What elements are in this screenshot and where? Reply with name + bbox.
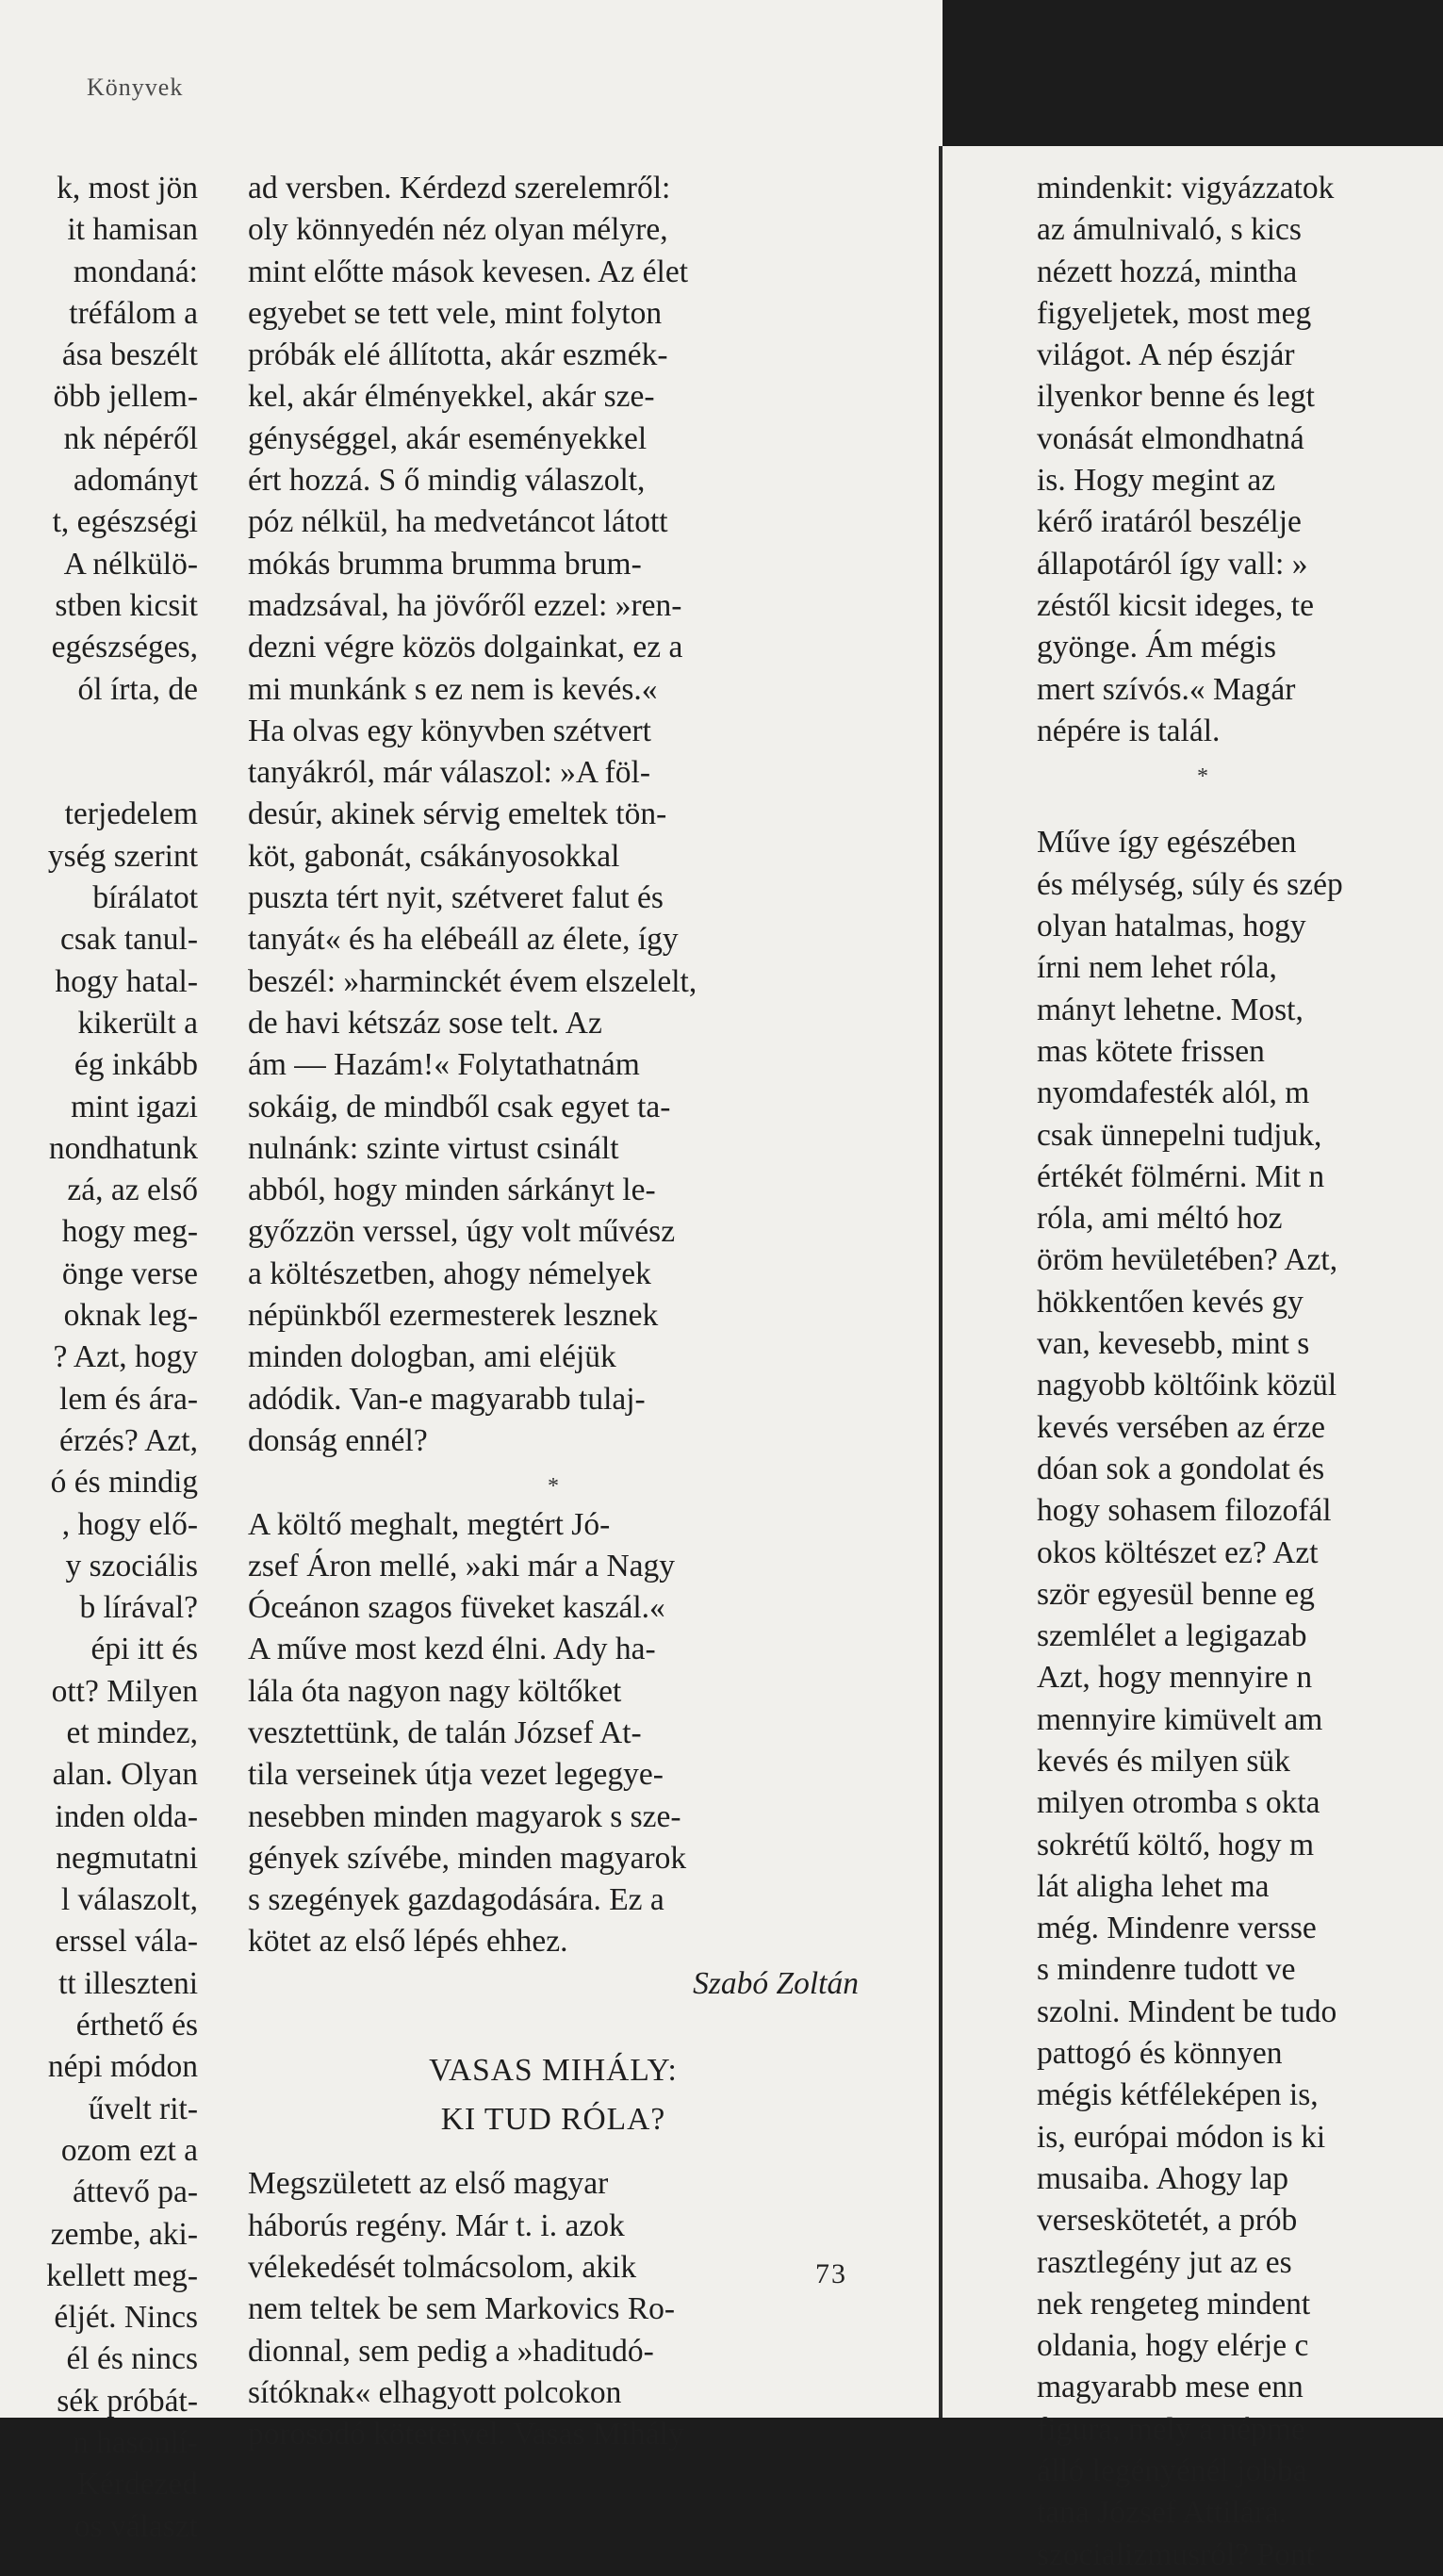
text-line: kel, akár élményekkel, akár sze- [248,379,655,415]
text-line: it hamisan [67,212,198,248]
text-line: tana József Attilára. [1037,2495,1287,2531]
text-line: ször egyesül benne eg [1037,1576,1315,1612]
text-line: nem teltek be sem Markovics Ro- [248,2291,676,2327]
text-line: mint igazi [71,1089,198,1124]
text-line: vonását elmondhatná [1037,420,1304,456]
text-line: kérő iratáról beszélje [1037,504,1302,540]
text-line: bírálatot [92,880,198,916]
text-line: sokrétű költő, hogy m [1037,1827,1315,1862]
text-line: mas kötete frissen [1037,1033,1265,1069]
paragraph-right-work [1037,822,1343,2575]
right-column-text [1037,168,1343,2576]
text-line: lát aligha lehet ma [1037,1868,1270,1904]
text-line: milyen otromba s okta [1037,1785,1320,1821]
text-line: nyomdafesték alól, m [1037,1075,1310,1111]
text-line: van, kevesebb, mint s [1037,1326,1310,1362]
text-line: hogy meg- [61,1214,198,1250]
text-line: mégis kétféleképen is, [1037,2077,1319,2113]
text-line: inden olda- [55,1798,198,1834]
text-line: verseskötetét, a prób [1037,2203,1298,2239]
text-line: mondaná: [73,254,198,289]
text-line: mint előtte mások kevesen. Az élet [248,254,689,289]
paragraph-right-top [1037,168,1343,752]
text-line: dóan sok a gondolat és [1037,1451,1325,1486]
text-line: népünkből ezermesterek lesznek [248,1298,659,1334]
text-line: sítóknak« elhagyott polcokon [248,2374,622,2410]
text-line: nek rengeteg mindent [1037,2286,1311,2322]
text-line: kevés versében az érze [1037,1409,1325,1445]
text-line: tt illeszteni [58,1965,198,2001]
section-divider-star-right: * [1197,764,1208,790]
text-line: rasztlegény jut az es [1037,2244,1292,2280]
text-line: terjedelem [64,796,198,832]
text-line: y szociális [65,1548,198,1583]
text-line: és mélység, súly és szép [1037,866,1343,902]
text-line: az ámulnivaló, s kics [1037,212,1302,248]
text-line: lála óta nagyon nagy költőket [248,1673,622,1709]
text-line [46,752,198,794]
text-line: tila verseinek útja vezet legegye- [248,1757,664,1793]
text-line: ám — Hazám!« Folytathatnám [248,1047,640,1083]
text-line: állapotáról így vall: » [1037,546,1308,582]
text-line: lem és ára- [59,1381,198,1417]
text-line: is, európai módon is ki [1037,2119,1326,2155]
text-line: egészséges, [51,630,198,665]
text-line: donság ennél? [248,1422,428,1458]
text-line: dionnal, sem pedig a »haditudó- [248,2333,654,2369]
text-line: szocializmusról? Pont [1037,2536,1315,2572]
text-line: önge verse [61,1255,198,1291]
text-line: mennyire kimüvelt am [1037,1701,1323,1737]
text-line: áttevő pa- [72,2174,198,2210]
text-line: génységgel, akár eseményekkel [248,420,648,456]
text-line: l válaszolt, [60,1882,198,1918]
text-line: Ha olvas egy könyvben szétvert [248,713,651,748]
text-line: tréfálom a [69,295,198,331]
text-line: egyebet se tett vele, mint folyton [248,295,663,331]
text-line: csak ünnepelni tudjuk, [1037,1117,1322,1153]
text-line: olyan hatalmas, hogy [1037,909,1306,944]
text-line: él és nincs [66,2341,198,2377]
text-line: népi módon [47,2049,198,2085]
review-title-author: VASAS MIHÁLY: [429,2053,678,2089]
text-line: vélekedését tolmácsolom, akik [248,2249,637,2285]
text-line: mert szívós.« Magár [1037,671,1296,707]
text-line: s szegények gazdagodására. Ez a [248,1882,664,1918]
text-line: hogy sohasem filozofál [1037,1493,1332,1529]
text-line: figyeljetek, most meg [1037,295,1312,331]
text-line: ilyenkor benne és legt [1037,379,1315,415]
text-line: próbák elé állította, akár eszmék- [248,337,668,373]
text-line: okos költészet ez? Azt [1037,1534,1319,1570]
text-line: kikerült a [77,1005,198,1041]
text-line: ása beszélt [61,337,198,373]
text-line: győzzön verssel, úgy volt művész [248,1214,676,1250]
text-line: Kérdezed [76,2467,198,2502]
text-line: kevés és milyen sük [1037,1743,1290,1779]
paragraph-poet-died [248,1504,859,1963]
text-line: tanyákról, már válaszol: »A föl- [248,755,650,791]
text-line: abból, hogy minden sárkányt le- [248,1173,656,1208]
text-line: Műve így egészében [1037,825,1297,861]
text-line: gyönge. Ám mégis [1037,630,1277,665]
text-line: is. Hogy megint az [1037,463,1276,499]
text-line: os választ [74,2508,198,2544]
text-line: háborús regény. Már t. i. azok [248,2207,625,2243]
text-line: ozom ezt a [60,2132,198,2168]
paragraph-war-novel [248,2163,859,2455]
text-line: mi munkánk s ez nem is kevés.« [248,671,658,707]
text-line: róla, ami méltó hoz [1037,1201,1283,1237]
paragraph-verse-answers [248,168,859,1462]
text-line: hökkentően kevés gy [1037,1284,1304,1320]
text-line: erssel vála- [55,1924,198,1960]
text-line: porosodó köteteivel. Vasas Mihály [248,2417,684,2453]
text-line: öröm hevületében? Azt, [1037,1242,1338,1278]
text-line: n hasonlí- [72,2425,198,2461]
text-line: épi itt és [90,1632,198,1667]
left-column-text [46,168,198,2548]
text-line: nesebben minden magyarok s sze- [248,1798,681,1834]
text-line: ért hozzá. S ő mindig válaszolt, [248,463,646,499]
text-line: sék próbát- [57,2383,198,2419]
text-line: köt, gabonát, csákányosokkal [248,838,620,874]
text-line: oldania, hogy elérje c [1037,2328,1309,2364]
text-line: öbb jellem- [53,379,198,415]
text-line: érzés? Azt, [59,1422,198,1458]
text-line: A költő meghalt, megtért Jó- [248,1506,611,1542]
running-head: Könyvek [87,74,184,101]
text-line [46,711,198,752]
text-line: adományt [73,463,198,499]
text-line: A nélkülö- [63,546,198,582]
section-divider-star: * [548,1474,559,1500]
text-line: mókás brumma brumma brum- [248,546,642,582]
text-line: ó és mindig [50,1465,198,1501]
text-line: madzsával, ha jövőről ezzel: »ren- [248,587,682,623]
text-line: dezni végre közös dolgainkat, ez a [248,630,683,665]
text-line: beszél: »harminckét évem elszelelt, [248,963,697,999]
text-line: ? Azt, hogy [53,1339,198,1375]
text-line: nk népéről [63,420,198,456]
text-line: a költészetben, ahogy némelyek [248,1255,651,1291]
text-line: b lírával? [79,1590,198,1626]
text-line: póz nélkül, ha medvetáncot látott [248,504,668,540]
text-line: hogy hatal- [55,963,198,999]
text-line: írni nem lehet róla, [1037,950,1277,986]
text-line: , hogy elő- [61,1506,198,1542]
middle-column-text [248,168,859,2455]
text-line: éljét. Nincs [54,2300,198,2336]
text-line: s mindenre tudott ve [1037,1952,1296,1988]
text-line: adódik. Van-e magyarabb tulaj- [248,1381,646,1417]
text-line: alan. Olyan [52,1757,198,1793]
text-line: ad versben. Kérdezd szerelemről: [248,171,671,205]
text-line: Megszületett az első magyar [248,2166,609,2202]
text-line: ég inkább [74,1047,198,1083]
text-line: musaiba. Ahogy lap [1037,2160,1289,2196]
text-line: álló legényénél jobba [1037,2453,1307,2489]
text-line: et mindez, [66,1715,198,1750]
text-line: még. Mindenre versse [1037,1911,1317,1946]
text-line: magyarabb mese enn [1037,2370,1304,2405]
text-line: minden dologban, ami eléjük [248,1339,616,1375]
text-line: szolni. Mindent be tudo [1037,1994,1337,2029]
text-line: érthető és [75,2008,198,2043]
text-line: zéstől kicsit ideges, te [1037,587,1314,623]
text-line: t, egészségi [52,504,198,540]
text-line: szemlélet a legigazab [1037,1618,1307,1654]
text-line: kötet az első lépés ehhez. [248,1924,568,1960]
text-line: világot. A nép észjár [1037,337,1295,373]
text-line: zá, az első [67,1173,198,1208]
review-title-book: KI TUD RÓLA? [440,2102,666,2138]
text-line: figura, mely a népme [1037,2411,1305,2447]
text-line: űvelt rit- [88,2091,198,2126]
text-line: értékét fölmérni. Mit n [1037,1158,1325,1194]
text-line: stben kicsit [55,587,198,623]
text-line: ól írta, de [77,671,198,707]
text-line: nagyobb költőink közül [1037,1368,1337,1403]
text-line: k, most jön [57,171,198,205]
text-line: tanyát« és ha elébeáll az élete, így [248,922,679,958]
text-line: sokáig, de mindből csak egyet ta- [248,1089,671,1124]
text-line: pattogó és könnyen [1037,2036,1283,2072]
text-line: Óceánon szagos füveket kaszál.« [248,1590,665,1626]
author-signature: Szabó Zoltán [693,1965,859,2001]
text-line: A műve most kezd élni. Ady ha- [248,1632,656,1667]
text-line: Azt, hogy mennyire n [1037,1660,1313,1696]
text-line: ott? Milyen [51,1673,198,1709]
text-line: zsef Áron mellé, »aki már a Nagy [248,1548,676,1583]
text-line: nulnánk: szinte virtust csinált [248,1130,619,1166]
text-line: zembe, aki- [50,2216,198,2252]
text-line: negmutatni [56,1840,198,1876]
text-line: gények szívébe, minden magyarok [248,1840,687,1876]
text-line: de havi kétszáz sose telt. Az [248,1005,602,1041]
text-line: puszta tért nyit, szétveret falut és [248,880,664,916]
text-line: mindenkit: vigyázzatok [1037,171,1335,205]
text-line: népére is talál. [1037,713,1221,748]
text-line: nondhatunk [48,1130,198,1166]
text-line: csak tanul- [59,922,198,958]
text-line: vesztettünk, de talán József At- [248,1715,642,1750]
text-line: ység szerint [47,838,198,874]
text-line: oknak leg- [63,1298,198,1334]
page-number: 73 [815,2258,847,2289]
text-line: nézett hozzá, mintha [1037,254,1298,289]
text-line: mányt lehetne. Most, [1037,992,1304,1027]
text-line: oly könnyedén néz olyan mélyre, [248,212,668,248]
text-line: kellett meg- [46,2257,198,2293]
text-line: desúr, akinek sérvig emeltek tön- [248,796,667,832]
